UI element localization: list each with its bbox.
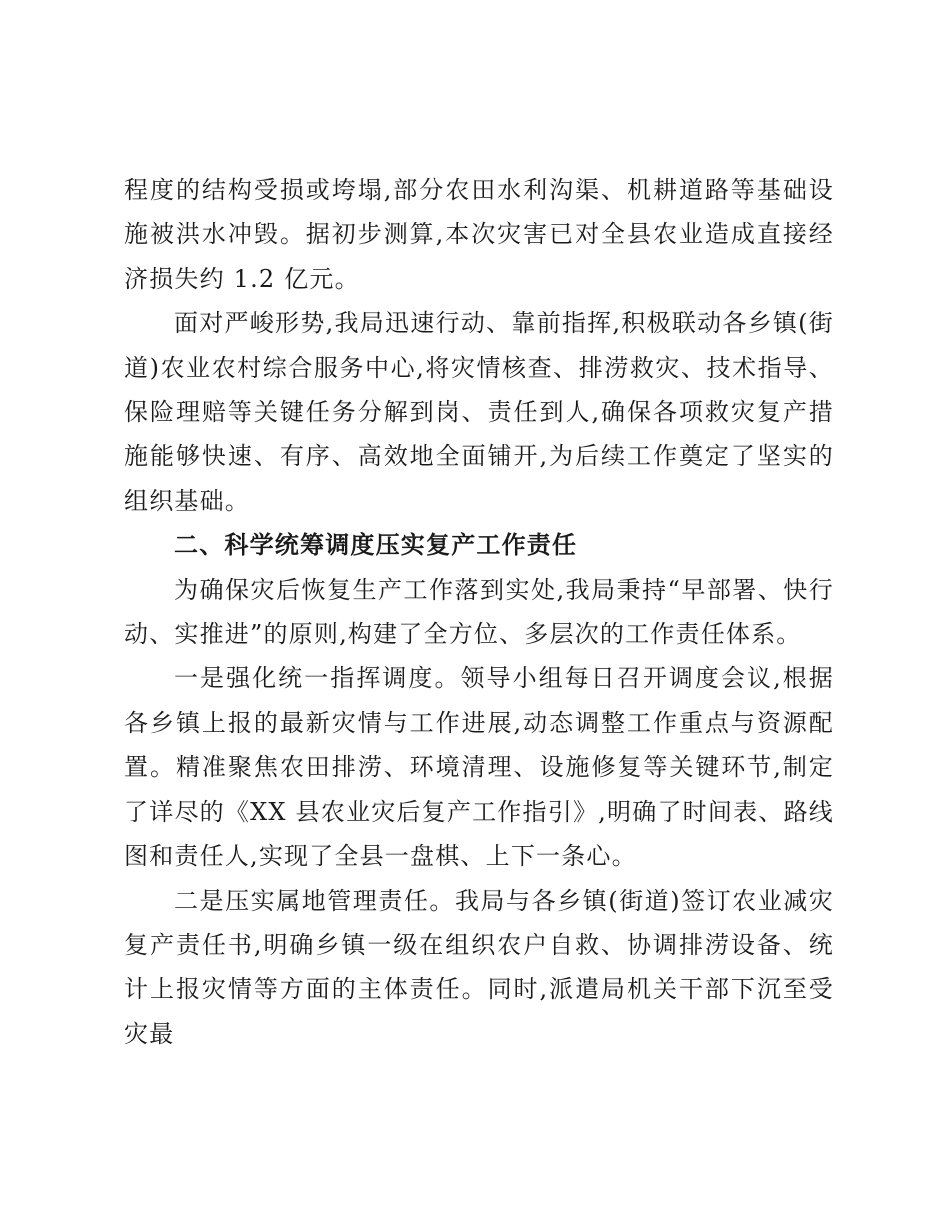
paragraph-unified-command: 一是强化统一指挥调度。领导小组每日召开调度会议,根据各乡镇上报的最新灾情与工作进展,动态调整工作重点与资源配置。精准聚焦农田排涝、环境清理、设施修复等关键环节,制定了详尽的《XX 县农业灾后复产工作指引》,明确了时间表、路线图和责任人,实现了全县一盘棋、上下一条心。 [124, 664, 834, 871]
paragraph-local-responsibility: 二是压实属地管理责任。我局与各乡镇(街道)签订农业减灾复产责任书,明确乡镇一级在组织农户自救、协调排涝设备、统计上报灾情等方面的主体责任。同时,派遣局机关干部下沉至受灾最 [124, 886, 834, 1048]
paragraph-responsibility-system: 为确保灾后恢复生产工作落到实处,我局秉持“早部署、快行动、实推进”的原则,构建了全方位、多层次的工作责任体系。 [124, 575, 834, 649]
document-body [124, 168, 834, 1056]
paragraph-emergency-response: 面对严峻形势,我局迅速行动、靠前指挥,积极联动各乡镇(街道)农业农村综合服务中心,将灾情核查、排涝救灾、技术指导、保险理赔等关键任务分解到岗、责任到人,确保各项救灾复产措施能够快速、有序、高效地全面铺开,为后续工作奠定了坚实的组织基础。 [124, 309, 834, 515]
section-heading-2: 二、科学统筹调度压实复产工作责任 [174, 531, 578, 560]
paragraph-continued-damage-report: 程度的结构受损或垮塌,部分农田水利沟渠、机耕道路等基础设施被洪水冲毁。据初步测算,本次灾害已对全县农业造成直接经济损失约 1.2 亿元。 [124, 176, 834, 293]
